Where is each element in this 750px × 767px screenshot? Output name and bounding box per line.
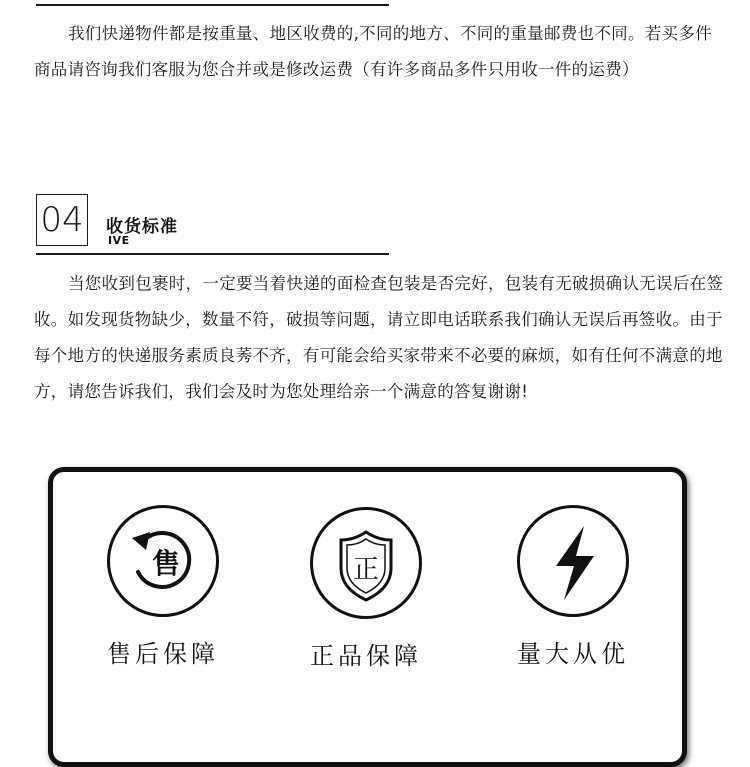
receive-paragraph: 当您收到包裹时，一定要当着快递的面检查包装是否完好，包装有无破损确认无误后在签收。如发现货物缺少，数量不符，破损等问题，请立即电话联系我们确认无误后再签收。由于每个地方的快递服务素质良莠不齐，有可能会给买家带来不必要的麻烦，如有任何不满意的地方，请您告诉我们，我们会及时为您处理给亲一个满意的答复谢谢! (34, 274, 724, 401)
lightning-icon (517, 505, 629, 617)
section-title: 收货标准 (106, 217, 178, 237)
section-divider (36, 253, 389, 255)
genuine-shield-icon (310, 507, 422, 619)
guarantee-label-genuine: 正品保障 (310, 642, 422, 670)
section-subtitle: IVE (108, 234, 130, 247)
after-sale-icon (107, 505, 219, 617)
top-divider (36, 4, 389, 6)
shipping-paragraph: 我们快递物件都是按重量、地区收费的,不同的地方、不同的重量邮费也不同。若买多件商品请咨询我们客服为您合并或是修改运费（有许多商品多件只用收一件的运费） (34, 24, 712, 79)
guarantee-label-bulk-discount: 量大从优 (517, 640, 629, 668)
svg-text:正: 正 (352, 555, 380, 585)
guarantee-card (48, 467, 687, 767)
svg-text:售: 售 (151, 547, 181, 580)
section-number: 04 (36, 194, 88, 246)
guarantee-label-after-sale: 售后保障 (107, 640, 219, 668)
